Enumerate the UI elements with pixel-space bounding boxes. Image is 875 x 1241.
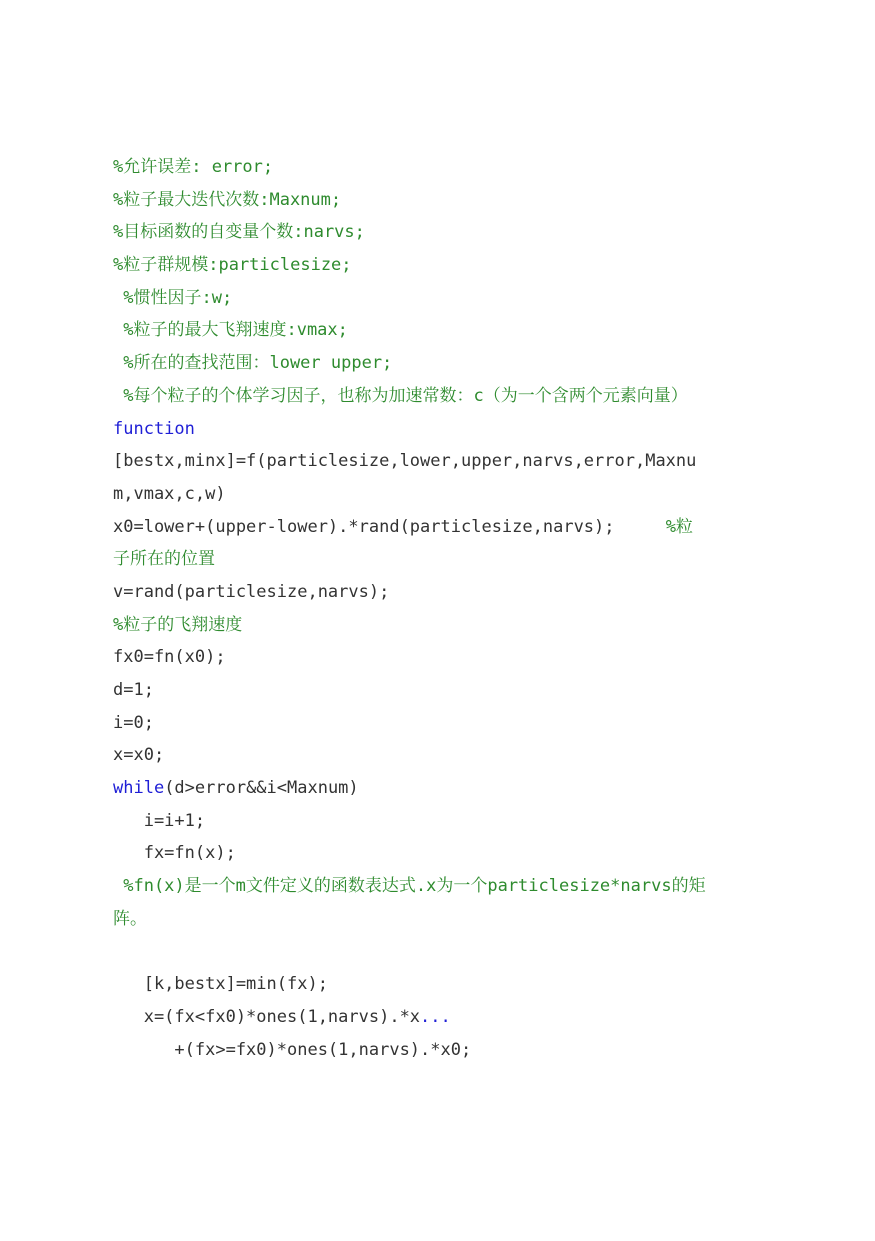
code-line xyxy=(113,216,773,249)
comment-text: %粒子的最大飞翔速度:vmax; xyxy=(113,320,348,341)
code-text: [k,bestx]=min(fx); xyxy=(113,974,328,995)
code-line xyxy=(113,641,773,674)
comment-text: 子所在的位置 xyxy=(113,549,215,570)
code-text: fx0=fn(x0); xyxy=(113,647,226,668)
continuation-ellipsis: ... xyxy=(420,1006,451,1027)
code-text: x0=lower+(upper-lower).*rand(particlesize,narvs); xyxy=(113,516,666,537)
code-line xyxy=(113,445,773,478)
code-line xyxy=(113,1034,773,1067)
code-text: i=0; xyxy=(113,712,154,733)
comment-text: %粒子的飞翔速度 xyxy=(113,614,243,635)
comment-text: %每个粒子的个体学习因子，也称为加速常数：c（为一个含两个元素向量） xyxy=(113,385,688,406)
code-line xyxy=(113,478,773,511)
comment-text: %粒 xyxy=(665,516,693,537)
code-line xyxy=(113,707,773,740)
code-line xyxy=(113,870,773,903)
code-text: x=x0; xyxy=(113,745,165,766)
comment-text: %惯性因子:w; xyxy=(113,287,233,308)
matlab-code-listing xyxy=(113,151,773,1066)
code-line xyxy=(113,609,773,642)
code-line xyxy=(113,903,773,936)
code-line xyxy=(113,936,773,969)
code-text: x=(fx<fx0)*ones(1,narvs).*x xyxy=(113,1006,421,1027)
code-line xyxy=(113,805,773,838)
code-text: v=rand(particlesize,narvs); xyxy=(113,581,390,602)
code-text: d=1; xyxy=(113,680,154,700)
comment-text: %fn(x)是一个m文件定义的函数表达式.x为一个particlesize*narvs的矩 xyxy=(113,876,706,897)
code-line xyxy=(113,380,773,413)
code-text: +(fx>=fx0)*ones(1,narvs).*x0; xyxy=(113,1039,472,1060)
code-line xyxy=(113,151,773,184)
code-line xyxy=(113,968,773,1001)
comment-text: %粒子最大迭代次数:Maxnum; xyxy=(113,189,342,210)
code-line xyxy=(113,576,773,609)
code-text: m,vmax,c,w) xyxy=(113,483,226,504)
comment-text: %允许误差: error; xyxy=(113,157,274,177)
code-line xyxy=(113,347,773,380)
comment-text: %粒子群规模:particlesize; xyxy=(113,255,352,276)
code-line xyxy=(113,314,773,347)
keyword-text: while xyxy=(113,778,165,799)
code-line xyxy=(113,739,773,772)
comment-text: %所在的查找范围：lower upper; xyxy=(113,353,393,374)
code-line xyxy=(113,837,773,870)
comment-text: %目标函数的自变量个数:narvs; xyxy=(113,222,365,243)
code-line xyxy=(113,1001,773,1034)
code-line xyxy=(113,511,773,544)
code-line xyxy=(113,413,773,446)
code-line xyxy=(113,249,773,282)
code-line xyxy=(113,184,773,217)
code-text: (d>error&&i<Maxnum) xyxy=(164,778,359,799)
comment-text: 阵。 xyxy=(113,908,147,929)
code-line xyxy=(113,282,773,315)
code-text: fx=fn(x); xyxy=(113,843,236,864)
code-line xyxy=(113,674,773,707)
code-text: [bestx,minx]=f(particlesize,lower,upper,narvs,error,Maxnu xyxy=(113,451,697,472)
keyword-text: function xyxy=(113,418,195,439)
code-line xyxy=(113,543,773,576)
code-line xyxy=(113,772,773,805)
code-text: i=i+1; xyxy=(113,810,206,831)
